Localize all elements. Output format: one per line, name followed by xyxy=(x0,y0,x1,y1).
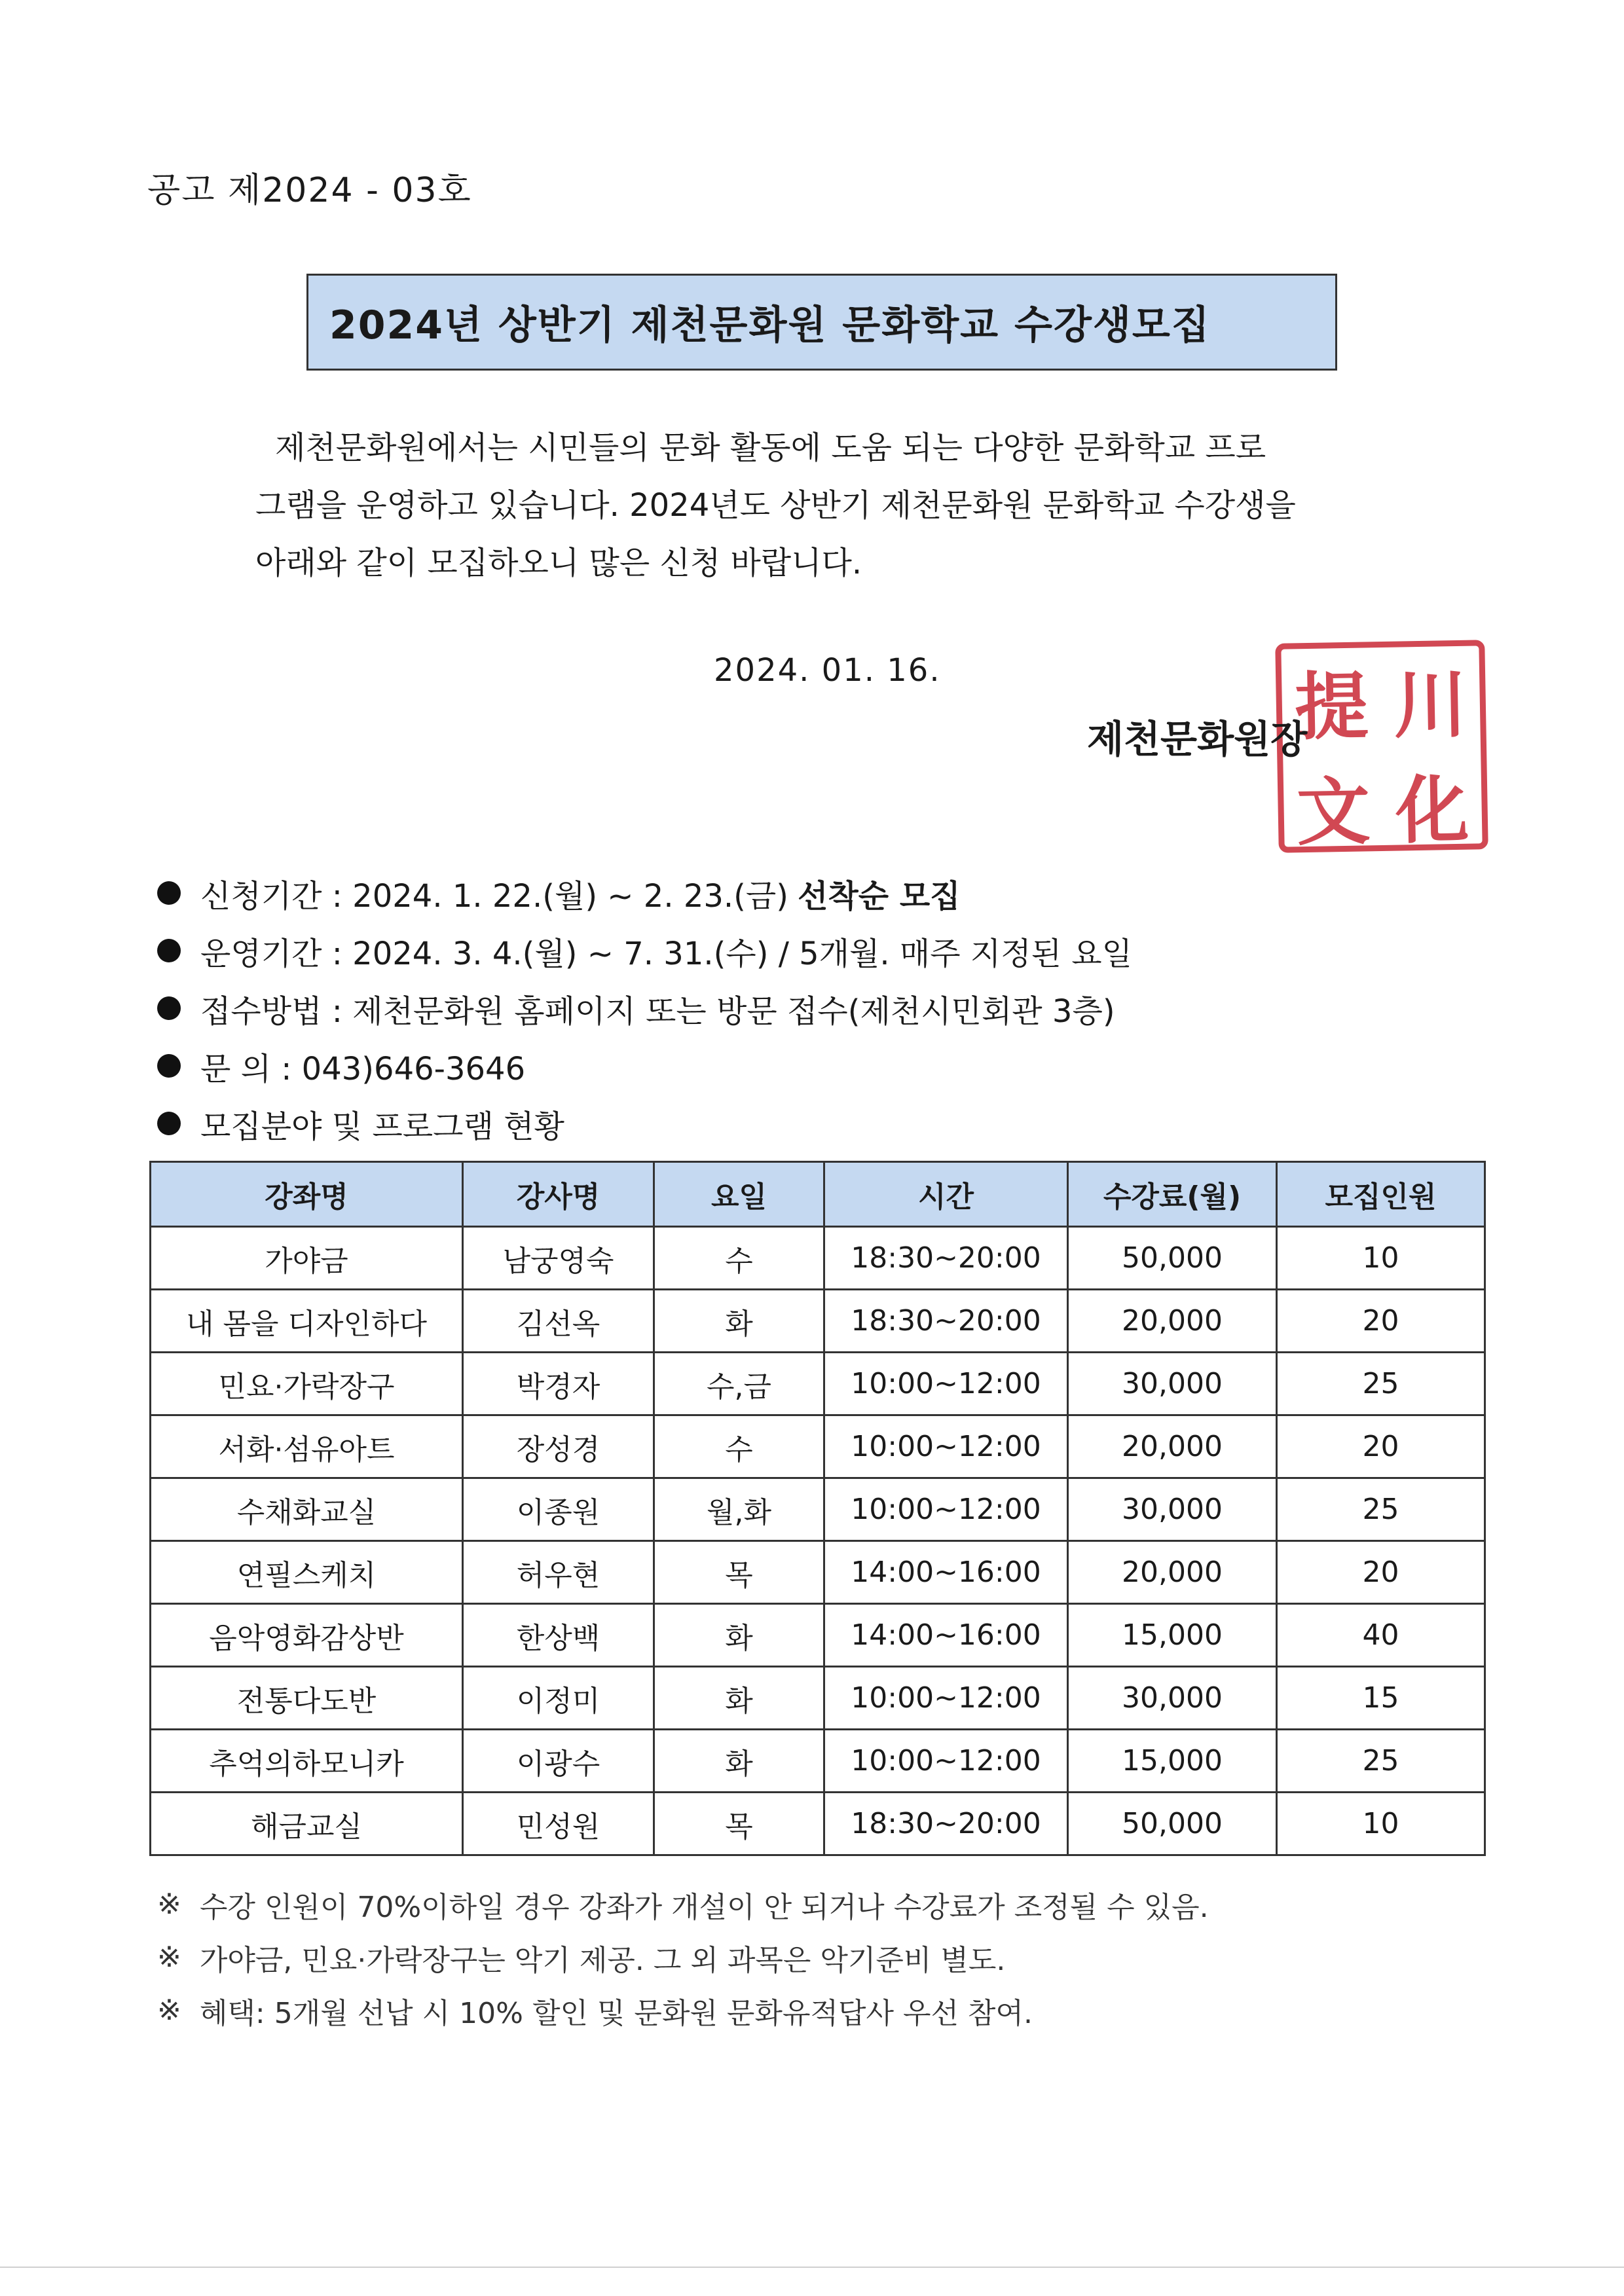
info-emphasis: 선착순 모집 xyxy=(798,877,961,915)
notice-number: 공고 제2024 - 03호 xyxy=(147,171,472,210)
note-item xyxy=(157,1878,1532,1931)
bullet-icon xyxy=(157,996,181,1020)
seal-char: 川 xyxy=(1393,661,1468,749)
column-header: 요일 xyxy=(654,1162,824,1227)
column-header: 모집인원 xyxy=(1277,1162,1485,1227)
intro-line: 그램을 운영하고 있습니다. 2024년도 상반기 제천문화원 문화학교 수강생을 xyxy=(255,487,1296,524)
table-cell: 14:00~16:00 xyxy=(824,1604,1068,1667)
bullet-icon xyxy=(157,1112,181,1135)
notes-list xyxy=(157,1878,1532,2037)
bullet-icon xyxy=(157,1054,181,1078)
table-cell: 14:00~16:00 xyxy=(824,1541,1068,1604)
reference-mark: ※ xyxy=(157,1994,181,2027)
table-cell: 30,000 xyxy=(1068,1353,1277,1415)
table-row xyxy=(151,1290,1485,1353)
table-cell: 10 xyxy=(1277,1227,1485,1290)
reference-mark: ※ xyxy=(157,1887,181,1921)
table-cell: 이광수 xyxy=(463,1730,654,1793)
table-cell: 추억의하모니카 xyxy=(151,1730,463,1793)
reference-mark: ※ xyxy=(157,1941,181,1974)
note-text: 가야금, 민요·가락장구는 악기 제공. 그 외 과목은 악기준비 별도. xyxy=(199,1943,1006,1977)
table-cell: 18:30~20:00 xyxy=(824,1793,1068,1855)
info-label: 모집분야 및 프로그램 현황 xyxy=(200,1108,564,1145)
table-cell: 20,000 xyxy=(1068,1290,1277,1353)
column-header: 시간 xyxy=(824,1162,1068,1227)
note-item xyxy=(157,1984,1532,2037)
table-cell: 15,000 xyxy=(1068,1730,1277,1793)
table-cell: 18:30~20:00 xyxy=(824,1227,1068,1290)
info-list xyxy=(157,864,1467,1152)
program-table xyxy=(149,1161,1486,1856)
table-cell: 이정미 xyxy=(463,1667,654,1730)
info-label: 운영기간 : 2024. 3. 4.(월) ~ 7. 31.(수) / 5개월. 매주 지정된 요일 xyxy=(200,935,1133,972)
table-cell: 화 xyxy=(654,1604,824,1667)
table-cell: 화 xyxy=(654,1290,824,1353)
table-cell: 10:00~12:00 xyxy=(824,1353,1068,1415)
table-row xyxy=(151,1793,1485,1855)
note-text: 혜택: 5개월 선납 시 10% 할인 및 문화원 문화유적답사 우선 참여. xyxy=(199,1996,1033,2030)
table-cell: 수채화교실 xyxy=(151,1478,463,1541)
note-item xyxy=(157,1931,1532,1984)
table-row xyxy=(151,1478,1485,1541)
table-cell: 이종원 xyxy=(463,1478,654,1541)
note-text: 수강 인원이 70%이하일 경우 강좌가 개설이 안 되거나 수강료가 조정될 수 있음. xyxy=(199,1890,1209,1924)
table-row xyxy=(151,1730,1485,1793)
issue-date: 2024. 01. 16. xyxy=(714,652,941,689)
table-cell: 50,000 xyxy=(1068,1227,1277,1290)
table-cell: 10 xyxy=(1277,1793,1485,1855)
table-cell: 서화·섬유아트 xyxy=(151,1415,463,1478)
table-row xyxy=(151,1415,1485,1478)
info-item-contact xyxy=(157,1037,1467,1095)
table-row xyxy=(151,1541,1485,1604)
bullet-icon xyxy=(157,939,181,962)
table-cell: 20,000 xyxy=(1068,1415,1277,1478)
table-cell: 민성원 xyxy=(463,1793,654,1855)
table-cell: 10:00~12:00 xyxy=(824,1667,1068,1730)
table-row xyxy=(151,1667,1485,1730)
info-item-reception-method xyxy=(157,979,1467,1037)
info-item-application-period xyxy=(157,864,1467,922)
table-cell: 10:00~12:00 xyxy=(824,1478,1068,1541)
table-cell: 장성경 xyxy=(463,1415,654,1478)
table-cell: 전통다도반 xyxy=(151,1667,463,1730)
table-cell: 수 xyxy=(654,1415,824,1478)
table-cell: 박경자 xyxy=(463,1353,654,1415)
page-bottom-divider xyxy=(0,2267,1624,2268)
table-cell: 18:30~20:00 xyxy=(824,1290,1068,1353)
seal-char: 化 xyxy=(1395,767,1470,854)
table-row xyxy=(151,1227,1485,1290)
table-cell: 가야금 xyxy=(151,1227,463,1290)
bullet-icon xyxy=(157,881,181,905)
table-cell: 15,000 xyxy=(1068,1604,1277,1667)
table-cell: 한상백 xyxy=(463,1604,654,1667)
intro-paragraph xyxy=(255,419,1401,592)
intro-line: 제천문화원에서는 시민들의 문화 활동에 도움 되는 다양한 문화학교 프로 xyxy=(275,429,1266,466)
table-cell: 민요·가락장구 xyxy=(151,1353,463,1415)
table-cell: 목 xyxy=(654,1793,824,1855)
table-cell: 김선옥 xyxy=(463,1290,654,1353)
table-row xyxy=(151,1604,1485,1667)
table-cell: 허우현 xyxy=(463,1541,654,1604)
page-title xyxy=(306,274,1337,371)
table-cell: 50,000 xyxy=(1068,1793,1277,1855)
table-cell: 해금교실 xyxy=(151,1793,463,1855)
table-cell: 음악영화감상반 xyxy=(151,1604,463,1667)
table-cell: 남궁영숙 xyxy=(463,1227,654,1290)
table-cell: 15 xyxy=(1277,1667,1485,1730)
signer-name: 제천문화원장 xyxy=(1087,717,1308,761)
table-cell: 화 xyxy=(654,1730,824,1793)
page-title-text: 2024년 상반기 제천문화원 문화학교 수강생모집 xyxy=(329,302,1211,348)
table-cell: 25 xyxy=(1277,1353,1485,1415)
table-cell: 월,화 xyxy=(654,1478,824,1541)
table-cell: 내 몸을 디자인하다 xyxy=(151,1290,463,1353)
table-cell: 20 xyxy=(1277,1290,1485,1353)
table-cell: 20 xyxy=(1277,1415,1485,1478)
table-cell: 20,000 xyxy=(1068,1541,1277,1604)
table-cell: 목 xyxy=(654,1541,824,1604)
intro-line: 아래와 같이 모집하오니 많은 신청 바랍니다. xyxy=(255,545,862,581)
table-cell: 30,000 xyxy=(1068,1478,1277,1541)
table-cell: 30,000 xyxy=(1068,1667,1277,1730)
seal-char: 文 xyxy=(1296,769,1371,856)
table-cell: 20 xyxy=(1277,1541,1485,1604)
column-header: 강사명 xyxy=(463,1162,654,1227)
table-header-row xyxy=(151,1162,1485,1227)
column-header: 수강료(월) xyxy=(1068,1162,1277,1227)
table-row xyxy=(151,1353,1485,1415)
table-cell: 화 xyxy=(654,1667,824,1730)
column-header: 강좌명 xyxy=(151,1162,463,1227)
table-cell: 40 xyxy=(1277,1604,1485,1667)
info-item-operation-period xyxy=(157,922,1467,979)
info-label: 접수방법 : 제천문화원 홈페이지 또는 방문 접수(제천시민회관 3층) xyxy=(200,993,1115,1030)
table-cell: 25 xyxy=(1277,1478,1485,1541)
info-label: 신청기간 : 2024. 1. 22.(월) ~ 2. 23.(금) xyxy=(200,877,788,915)
table-cell: 수 xyxy=(654,1227,824,1290)
table-cell: 연필스케치 xyxy=(151,1541,463,1604)
info-item-programs xyxy=(157,1095,1467,1152)
table-cell: 10:00~12:00 xyxy=(824,1730,1068,1793)
table-cell: 수,금 xyxy=(654,1353,824,1415)
table-cell: 25 xyxy=(1277,1730,1485,1793)
seal-char: 提 xyxy=(1294,663,1369,751)
info-label: 문 의 : 043)646-3646 xyxy=(200,1050,526,1087)
table-cell: 10:00~12:00 xyxy=(824,1415,1068,1478)
